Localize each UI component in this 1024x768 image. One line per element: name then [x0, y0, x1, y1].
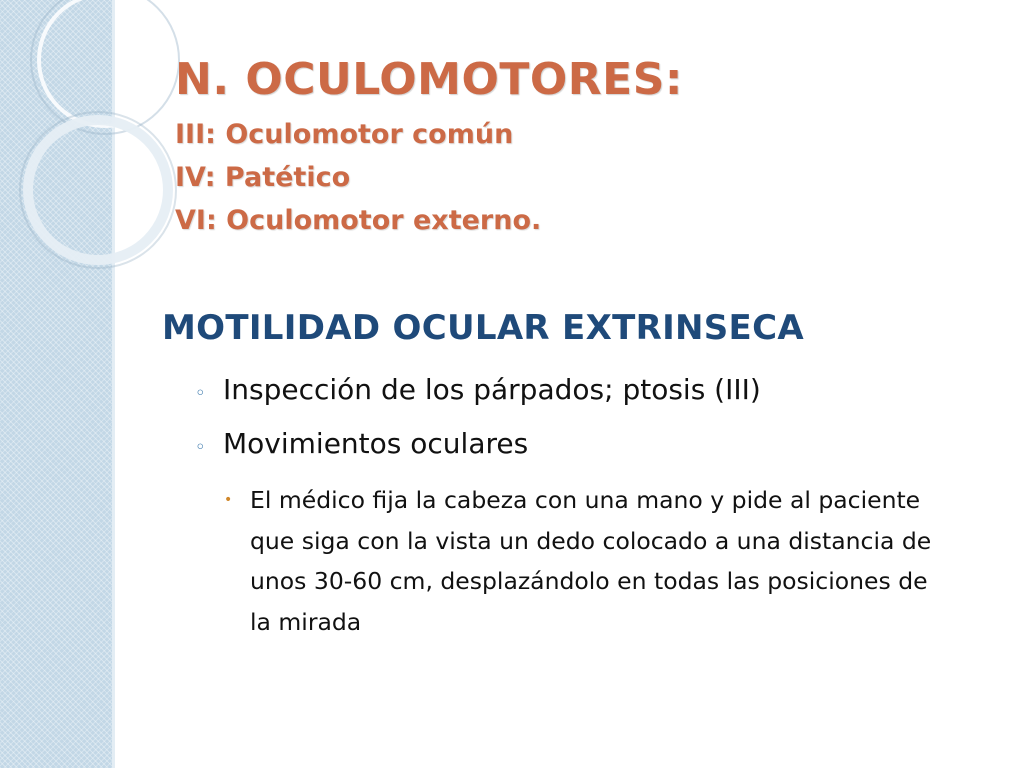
- hollow-circle-bullet-icon: ◦: [195, 437, 206, 458]
- slide-title: N. OCULOMOTORES:: [175, 54, 683, 105]
- sub-bullet-text: El médico fija la cabeza con una mano y pide al paciente que siga con la vista un dedo colocado a una distancia de unos 30-60 cm, desplazándolo en todas las posiciones de la mirada: [250, 486, 932, 636]
- decorative-ring-middle: [28, 120, 168, 260]
- hollow-circle-bullet-icon: ◦: [195, 383, 206, 404]
- decorative-ring-middle-shadow: [20, 112, 176, 268]
- section-heading: MOTILIDAD OCULAR EXTRINSECA: [162, 308, 804, 348]
- subtitle-nerve-iv: IV: Patético: [175, 162, 351, 193]
- bullet-eyelid-inspection: [195, 372, 761, 408]
- bullet-text: Inspección de los párpados; ptosis (III): [223, 373, 761, 406]
- decorative-ring-top: [39, 0, 171, 126]
- bullet-eye-movements: [195, 426, 528, 462]
- bullet-text: Movimientos oculares: [223, 427, 529, 460]
- subtitle-nerve-iii: III: Oculomotor común: [175, 119, 514, 150]
- dot-bullet-icon: •: [224, 492, 233, 508]
- subtitle-nerve-vi: VI: Oculomotor externo.: [175, 205, 542, 236]
- sub-bullet-exam-procedure: [224, 480, 964, 642]
- decorative-rings: [0, 0, 200, 300]
